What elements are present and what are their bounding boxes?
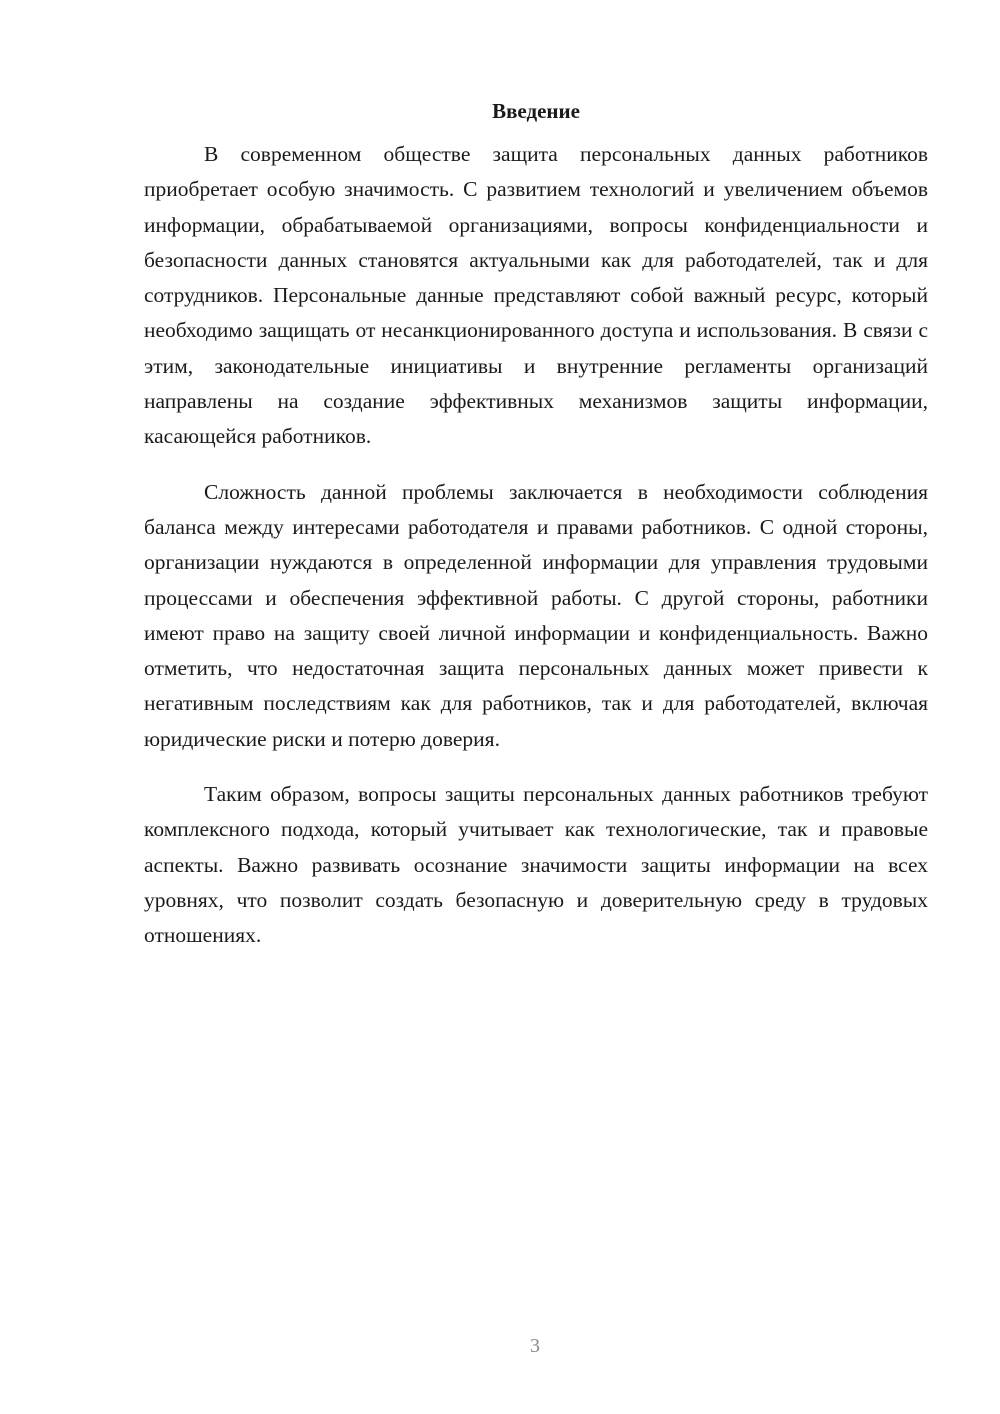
paragraph-2: Сложность данной проблемы заключается в необходимости соблюдения баланса между интересами работодателя и правами работников. С одной стороны, организации нуждаются в определенной информации для управления трудовыми процессами и обеспечения эффективной работы. С другой стороны, работники имеют право на защиту своей личной информации и конфиденциальность. Важно отметить, что недостаточная защита персональных данных может привести к негативным последствиям как для работников, так и для работодателей, включая юридические риски и потерю доверия. bbox=[144, 479, 928, 751]
paragraph-3: Таким образом, вопросы защиты персональных данных работников требуют комплексного подхода, который учитывает как технологические, так и правовые аспекты. Важно развивать осознание значимости защиты информации на всех уровнях, что позволит создать безопасную и доверительную среду в трудовых отношениях. bbox=[144, 782, 928, 948]
page-number: 3 bbox=[530, 1335, 540, 1357]
section-heading: Введение bbox=[492, 99, 580, 123]
paragraph-1: В современном обществе защита персональных данных работников приобретает особую значимость. С развитием технологий и увеличением объемов информации, обрабатываемой организациями, вопросы конфиденциальности и безопасности данных становятся актуальными как для работодателей, так и для сотрудников. Персональные данные представляют собой важный ресурс, который необходимо защищать от несанкционированного доступа и использования. В связи с этим, законодательные инициативы и внутренние регламенты организаций направлены на создание эффективных механизмов защиты информации, касающейся работников. bbox=[144, 142, 928, 449]
page-content bbox=[144, 95, 928, 974]
